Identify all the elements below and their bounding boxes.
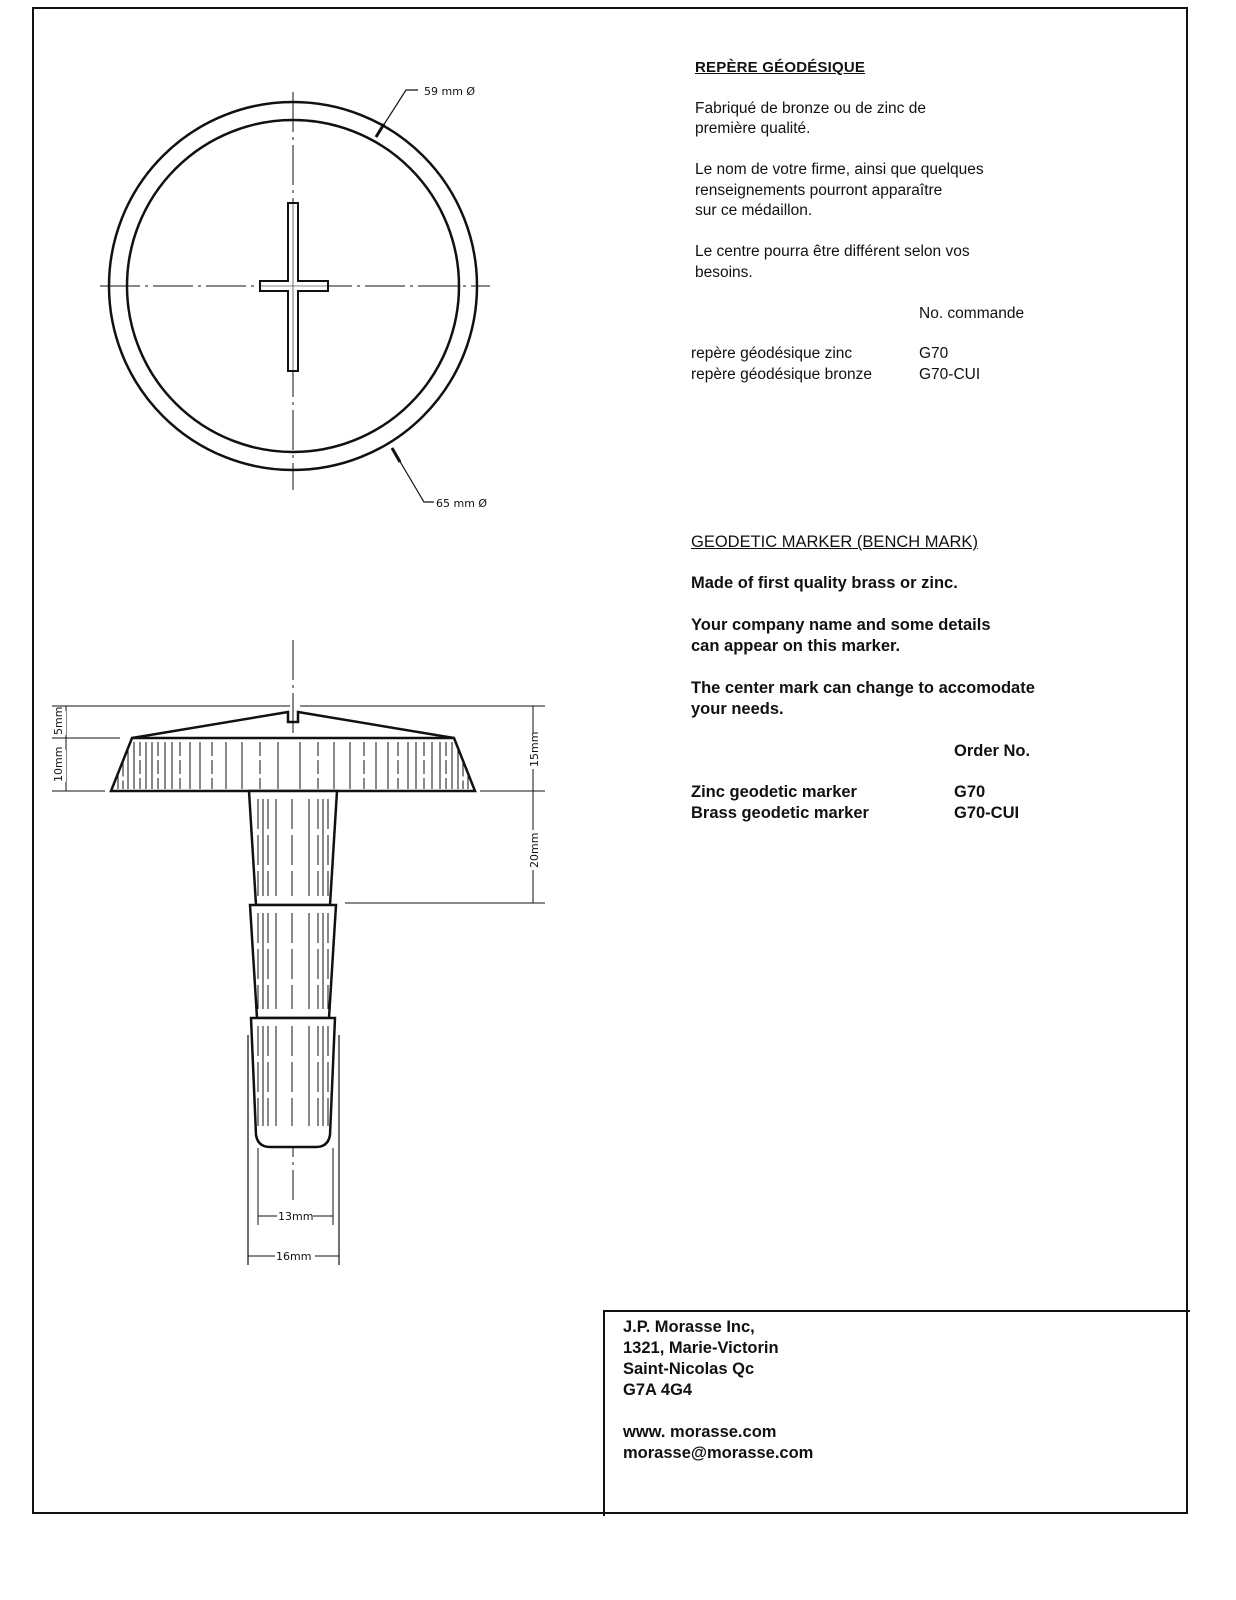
leader-59 [376, 90, 418, 137]
english-paragraph-3: The center mark can change to accomodate your needs. [691, 679, 1035, 718]
address-block [603, 1310, 1190, 1516]
table-row: repère géodésique zinc G70 [691, 345, 949, 362]
side-view [52, 640, 545, 1265]
dim-20mm: 20mm [528, 832, 541, 868]
flange [111, 738, 475, 791]
table-row: Zinc geodetic marker G70 [691, 783, 986, 801]
english-paragraph-1: Made of first quality brass or zinc. [691, 574, 958, 592]
french-description [691, 58, 1115, 385]
french-paragraph-3: Le centre pourra être différent selon vos besoins. [695, 243, 970, 281]
dim-5mm: 5mm [52, 706, 65, 735]
dim-15mm: 15mm [528, 731, 541, 767]
english-title: GEODETIC MARKER (BENCH MARK) [691, 533, 978, 551]
city: Saint-Nicolas Qc [623, 1360, 755, 1378]
dim-13mm: 13mm [278, 1210, 314, 1223]
company-name: J.P. Morasse Inc, [623, 1318, 755, 1336]
english-order-header: Order No. [954, 742, 1031, 760]
stem-tip [251, 1018, 335, 1147]
street-address: 1321, Marie-Victorin [623, 1339, 779, 1357]
french-order-header: No. commande [919, 304, 1025, 322]
top-view [100, 90, 490, 502]
dim-10mm: 10mm [52, 746, 65, 782]
postal-code: G7A 4G4 [623, 1381, 693, 1399]
dim-16mm: 16mm [276, 1250, 312, 1263]
website-link[interactable]: www. morasse.com [623, 1423, 777, 1441]
table-row: repère géodésique bronze G70-CUI [691, 365, 981, 383]
cross-mark [260, 203, 328, 371]
stem-upper [249, 791, 337, 905]
english-description [691, 532, 1131, 824]
french-order-table [691, 304, 1111, 386]
french-paragraph-2: Le nom de votre firme, ainsi que quelques renseignements pourront apparaître sur ce médaillon. [695, 161, 984, 219]
table-row: Brass geodetic marker G70-CUI [691, 804, 1020, 822]
french-title: REPÈRE GÉODÉSIQUE [695, 59, 866, 76]
dim-59mm: 59 mm Ø [424, 85, 476, 98]
french-paragraph-1: Fabriqué de bronze ou de zinc de première qualité. [695, 99, 926, 137]
email-link[interactable]: morasse@morasse.com [623, 1444, 814, 1462]
dim-65mm: 65 mm Ø [436, 497, 488, 510]
english-order-table [691, 741, 1131, 824]
english-paragraph-2: Your company name and some details can appear on this marker. [691, 616, 991, 655]
